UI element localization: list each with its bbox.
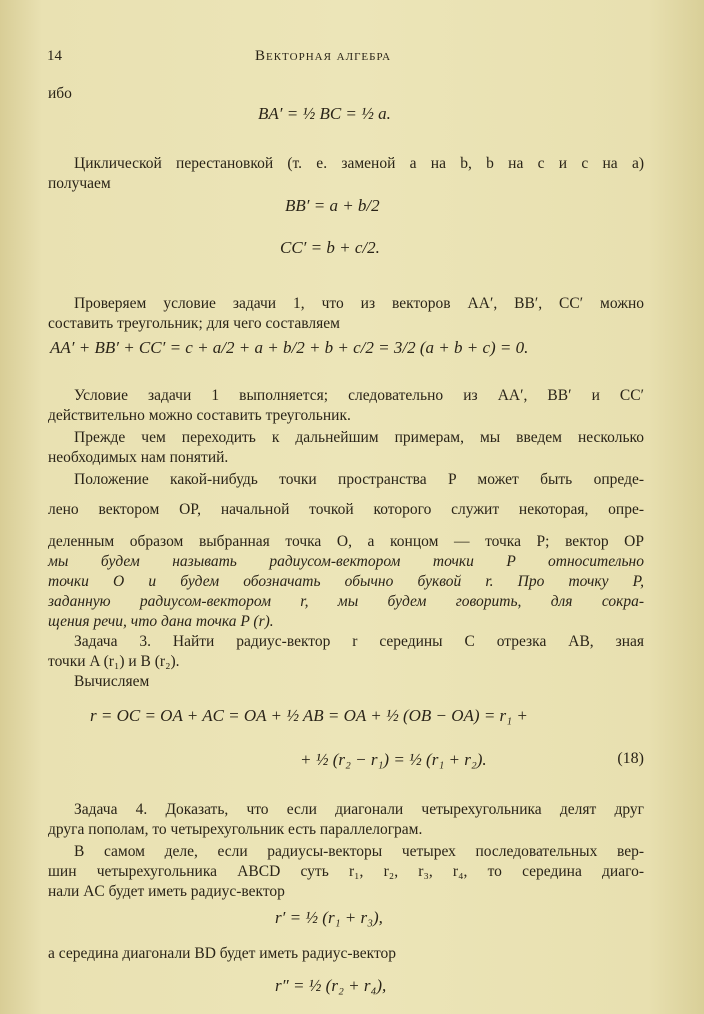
text-line: Задача 3. Найти радиус-вектор r середины C отрезка AB, зная xyxy=(74,633,644,650)
text-line: Условие задачи 1 выполняется; следовательно из AA′, BB′ и CC′ xyxy=(74,387,644,404)
text-line: шин четырехугольника ABCD суть r₁, r₂, r₃, r₄, то середина диаго- xyxy=(48,863,644,880)
text-line: а середина диагонали BD будет иметь радиус-вектор xyxy=(48,945,397,962)
text-line: составить треугольник; для чего составляем xyxy=(48,315,340,332)
equation: CC′ = b + c/2. xyxy=(280,238,380,257)
equation: + ½ (r₂ − r₁) = ½ (r₁ + r₂). xyxy=(300,750,487,769)
text-line: щения речи, что дана точка P (r). xyxy=(48,613,274,630)
equation-number: (18) xyxy=(617,750,644,767)
equation: r″ = ½ (r₂ + r₄), xyxy=(275,976,387,995)
text-line: Вычисляем xyxy=(74,673,150,690)
text-line: Проверяем условие задачи 1, что из векторов AA′, BB′, CC′ можно xyxy=(74,295,644,312)
equation: BB′ = a + b/2 xyxy=(285,196,380,215)
text-line: заданную радиусом-вектором r, мы будем говорить, для сокра- xyxy=(48,593,644,610)
equation: AA′ + BB′ + CC′ = c + a/2 + a + b/2 + b + c/2 = 3/2 (a + b + c) = 0. xyxy=(50,338,529,357)
text-line: лено вектором OP, начальной точкой которого служит некоторая, опре- xyxy=(48,501,644,518)
text-line: точки O и будем обозначать обычно буквой r. Про точку P, xyxy=(48,573,644,590)
running-title: Векторная алгебра xyxy=(255,48,392,64)
text-line: Положение какой-нибудь точки пространства P может быть опреде- xyxy=(74,471,644,488)
text-line: мы будем называть радиусом-вектором точки P относительно xyxy=(48,553,644,570)
text-line: необходимых нам понятий. xyxy=(48,449,229,466)
equation: BA′ = ½ BC = ½ a. xyxy=(258,104,391,123)
text-line: Прежде чем переходить к дальнейшим примерам, мы введем несколько xyxy=(74,429,644,446)
text-line: друга пополам, то четырехугольник есть параллелограм. xyxy=(48,821,423,838)
text-line: Задача 4. Доказать, что если диагонали четырехугольника делят друг xyxy=(74,801,644,818)
text-line: Циклической перестановкой (т. е. заменой a на b, b на c и c на a) xyxy=(74,155,644,172)
text-line: нали AC будет иметь радиус-вектор xyxy=(48,883,285,900)
page-number: 14 xyxy=(47,48,62,64)
text-line: действительно можно составить треугольник. xyxy=(48,407,351,424)
text-line: деленным образом выбранная точка O, а концом — точка P; вектор OP xyxy=(48,533,644,550)
text-line: ибо xyxy=(48,85,72,102)
equation: r′ = ½ (r₁ + r₃), xyxy=(275,908,383,927)
text-line: В самом деле, если радиусы-векторы четырех последовательных вер- xyxy=(74,843,644,860)
text-line: точки A (r₁) и B (r₂). xyxy=(48,653,180,670)
text-line: получаем xyxy=(48,175,111,192)
equation: r = OC = OA + AC = OA + ½ AB = OA + ½ (OB − OA) = r₁ + xyxy=(90,706,528,725)
